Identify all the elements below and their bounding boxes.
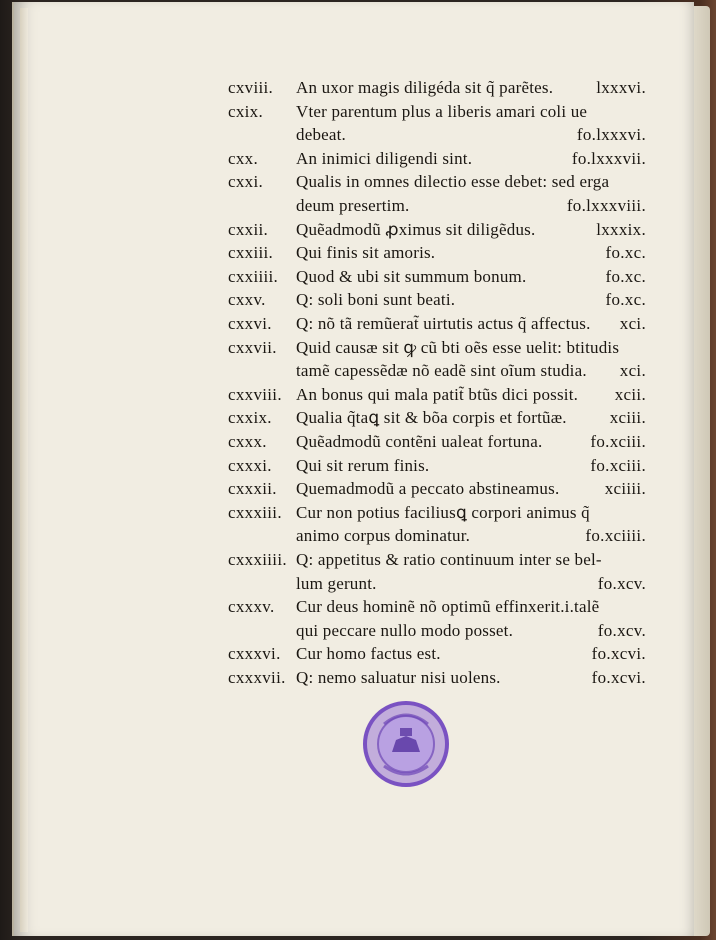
chapter-title: debeat.	[296, 125, 347, 145]
chapter-number: cxxiiii.	[228, 266, 279, 286]
chapter-title: Quemadmodũ a peccato abstineamus.	[296, 479, 560, 499]
chapter-title: An inimici diligendi sint.	[296, 148, 473, 168]
folio-reference: fo.xcv.	[597, 620, 646, 640]
folio-reference: xci.	[619, 361, 646, 381]
chapter-title: tamẽ capessẽdæ nõ eadẽ sint oĩum studia.	[296, 361, 587, 381]
chapter-number: cxxxi.	[228, 455, 272, 475]
folio-reference: fo.xcv.	[597, 573, 646, 593]
library-stamp-icon	[362, 700, 450, 788]
folio-reference: lxxxix.	[596, 219, 646, 239]
chapter-number: cxviii.	[228, 78, 274, 97]
chapter-title: Quid causæ sit ꝙ cũ bti oẽs esse uelit: btitudis	[296, 337, 620, 357]
chapter-number: cxxviii.	[228, 384, 282, 404]
chapter-number: cxx.	[228, 148, 258, 168]
toc-row	[228, 100, 660, 124]
toc-row	[228, 524, 660, 548]
chapter-number: cxxi.	[228, 172, 264, 192]
toc-row	[228, 76, 660, 100]
toc-row	[228, 642, 660, 666]
chapter-title: Q: nõ tã remũerat̃ uirtutis actus q̃ affectus.	[296, 314, 591, 333]
toc-row	[228, 123, 660, 147]
chapter-number: cxxii.	[228, 219, 269, 239]
folio-reference: fo.lxxxvi.	[576, 125, 646, 145]
toc-row	[228, 666, 660, 690]
chapter-title: Qui sit rerum finis.	[296, 455, 430, 475]
folio-reference: fo.xciii.	[590, 432, 646, 451]
folio-reference: fo.xcvi.	[591, 668, 646, 687]
toc-row	[228, 288, 660, 312]
chapter-title: qui peccare nullo modo posset.	[296, 620, 514, 640]
chapter-title: deum presertim.	[296, 196, 410, 215]
chapter-title: Q: appetitus & ratio continuum inter se bel-	[296, 550, 602, 569]
chapter-title: An uxor magis diligéda sit q̃ parẽtes.	[296, 78, 554, 97]
chapter-number: cxxxvi.	[228, 644, 281, 664]
folio-reference: xciii.	[609, 408, 646, 428]
chapter-title: Qui finis sit amoris.	[296, 243, 436, 263]
folio-reference: fo.xc.	[605, 266, 646, 286]
chapter-number: cxxix.	[228, 408, 272, 428]
toc-row	[228, 595, 660, 619]
toc-row	[228, 501, 660, 525]
toc-row	[228, 147, 660, 171]
chapter-number: cxxxv.	[228, 597, 275, 617]
folio-reference: xci.	[619, 314, 646, 333]
chapter-title: Quẽadmodũ ꝓximus sit diligẽdus.	[296, 219, 536, 239]
toc-row	[228, 454, 660, 478]
chapter-title: Q: nemo saluatur nisi uolens.	[296, 668, 501, 687]
chapter-title: An bonus qui mala patit̃ btũs dici possit.	[296, 384, 579, 404]
toc-row	[228, 194, 660, 218]
folio-reference: fo.xc.	[605, 243, 646, 263]
folio-reference: fo.lxxxviii.	[566, 196, 646, 215]
chapter-title: Qualia q̃taꝗ sit & bõa corpis et fortũæ.	[296, 408, 567, 428]
toc-row	[228, 406, 660, 430]
chapter-title: Cur deus hominẽ nõ optimũ effinxerit.i.talẽ	[296, 597, 600, 617]
chapter-number: cxxxvii.	[228, 668, 286, 687]
chapter-title: Cur homo factus est.	[296, 644, 441, 664]
chapter-number: cxxxiiii.	[228, 550, 287, 569]
chapter-title: Qualis in omnes dilectio esse debet: sed erga	[296, 172, 610, 192]
toc-row	[228, 430, 660, 454]
page-gutter-shadow	[20, 8, 28, 932]
folio-reference: fo.xc.	[605, 290, 646, 310]
chapter-title: lum gerunt.	[296, 573, 377, 593]
toc-row	[228, 619, 660, 643]
chapter-number: cxxxii.	[228, 479, 277, 499]
chapter-number: cxxvii.	[228, 337, 277, 357]
chapter-title: Cur non potius faciliusꝗ corpori animus q̃	[296, 502, 590, 522]
toc-row	[228, 218, 660, 242]
folio-reference: lxxxvi.	[596, 78, 646, 97]
toc-row	[228, 477, 660, 501]
folio-reference: fo.xcvi.	[591, 644, 646, 664]
chapter-title: Quẽadmodũ contẽni ualeat fortuna.	[296, 432, 543, 451]
toc-row	[228, 265, 660, 289]
toc-row	[228, 383, 660, 407]
chapter-title: Vter parentum plus a liberis amari coli ue	[296, 101, 588, 121]
folio-reference: fo.lxxxvii.	[571, 148, 646, 168]
chapter-number: cxxiii.	[228, 243, 274, 263]
toc-row	[228, 241, 660, 265]
chapter-title: Quod & ubi sit summum bonum.	[296, 266, 527, 286]
chapter-number: cxxv.	[228, 290, 266, 310]
toc-row	[228, 572, 660, 596]
folio-reference: fo.xciii.	[590, 455, 646, 475]
chapter-number: cxxvi.	[228, 314, 272, 333]
toc-row	[228, 548, 660, 572]
chapter-number: cxxxiii.	[228, 502, 282, 522]
chapter-number: cxix.	[228, 101, 264, 121]
chapter-title: Q: soli boni sunt beati.	[296, 290, 456, 310]
chapter-number: cxxx.	[228, 432, 267, 451]
chapter-title: animo corpus dominatur.	[296, 526, 471, 546]
folio-reference: xciiii.	[604, 479, 646, 499]
folio-reference: fo.xciiii.	[585, 526, 646, 546]
folio-reference: xcii.	[614, 384, 646, 404]
toc-row	[228, 312, 660, 336]
toc-row	[228, 359, 660, 383]
toc-row	[228, 336, 660, 360]
toc-row	[228, 170, 660, 194]
